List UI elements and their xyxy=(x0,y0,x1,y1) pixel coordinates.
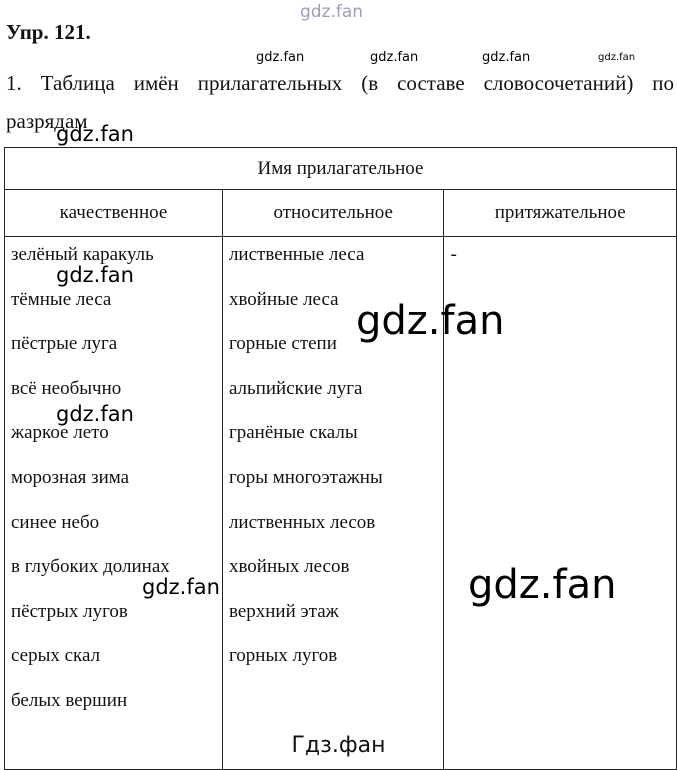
watermark-small: gdz.fan xyxy=(598,52,636,63)
possessive-list xyxy=(450,237,676,288)
list-item: горных лугов xyxy=(228,645,338,667)
table-header: Имя прилагательное xyxy=(5,148,677,190)
list-item: горные степи xyxy=(228,333,337,355)
intro-line-2: разрядам xyxy=(6,109,88,133)
list-item: пёстрые луга xyxy=(11,333,118,355)
list-item: хвойных лесов xyxy=(228,556,350,578)
list-item: синее небо xyxy=(11,511,100,533)
watermark-small: gdz.fan xyxy=(482,50,531,65)
watermark-large: gdz.fan xyxy=(356,298,505,344)
adjective-table xyxy=(4,147,677,770)
list-item: жаркое лето xyxy=(11,422,109,444)
list-item: зелёный каракуль xyxy=(11,244,154,265)
list-item: в глубоких долинах xyxy=(11,556,170,578)
list-item: белых вершин xyxy=(11,689,128,711)
watermark-top: gdz.fan xyxy=(300,2,364,22)
list-item: горы многоэтажны xyxy=(228,466,383,488)
qualitative-cell xyxy=(5,237,223,770)
list-item: - xyxy=(450,244,457,265)
column-header-possessive: притяжательное xyxy=(444,190,677,237)
footer-watermark: Гдз.фан xyxy=(291,733,386,758)
watermark-medium: gdz.fan xyxy=(56,122,134,146)
watermark-medium: gdz.fan xyxy=(142,575,220,599)
qualitative-list xyxy=(11,237,222,734)
exercise-title: Упр. 121. xyxy=(6,20,91,44)
column-header-qualitative: качественное xyxy=(5,190,223,237)
watermark-medium: gdz.fan xyxy=(56,402,134,426)
list-item: лиственных лесов xyxy=(228,511,376,533)
watermark-small: gdz.fan xyxy=(256,50,305,65)
list-item: хвойные леса xyxy=(228,288,339,310)
list-item: гранёные скалы xyxy=(228,422,358,444)
list-item: всё необычно xyxy=(11,377,122,399)
list-item: серых скал xyxy=(11,645,101,667)
list-item: верхний этаж xyxy=(228,600,339,622)
list-item: лиственные леса xyxy=(228,244,365,265)
watermark-medium: gdz.fan xyxy=(56,263,134,287)
watermark-large: gdz.fan xyxy=(468,562,617,608)
intro-line-1: 1. Таблица имён прилагательных (в составе словосочетаний) по xyxy=(6,71,674,95)
watermark-small: gdz.fan xyxy=(370,50,419,65)
list-item: морозная зима xyxy=(11,466,130,488)
column-header-relative: относительное xyxy=(222,190,444,237)
list-item: альпийские луга xyxy=(228,377,363,399)
list-item: тёмные леса xyxy=(11,288,112,310)
list-item: пёстрых лугов xyxy=(11,600,128,622)
